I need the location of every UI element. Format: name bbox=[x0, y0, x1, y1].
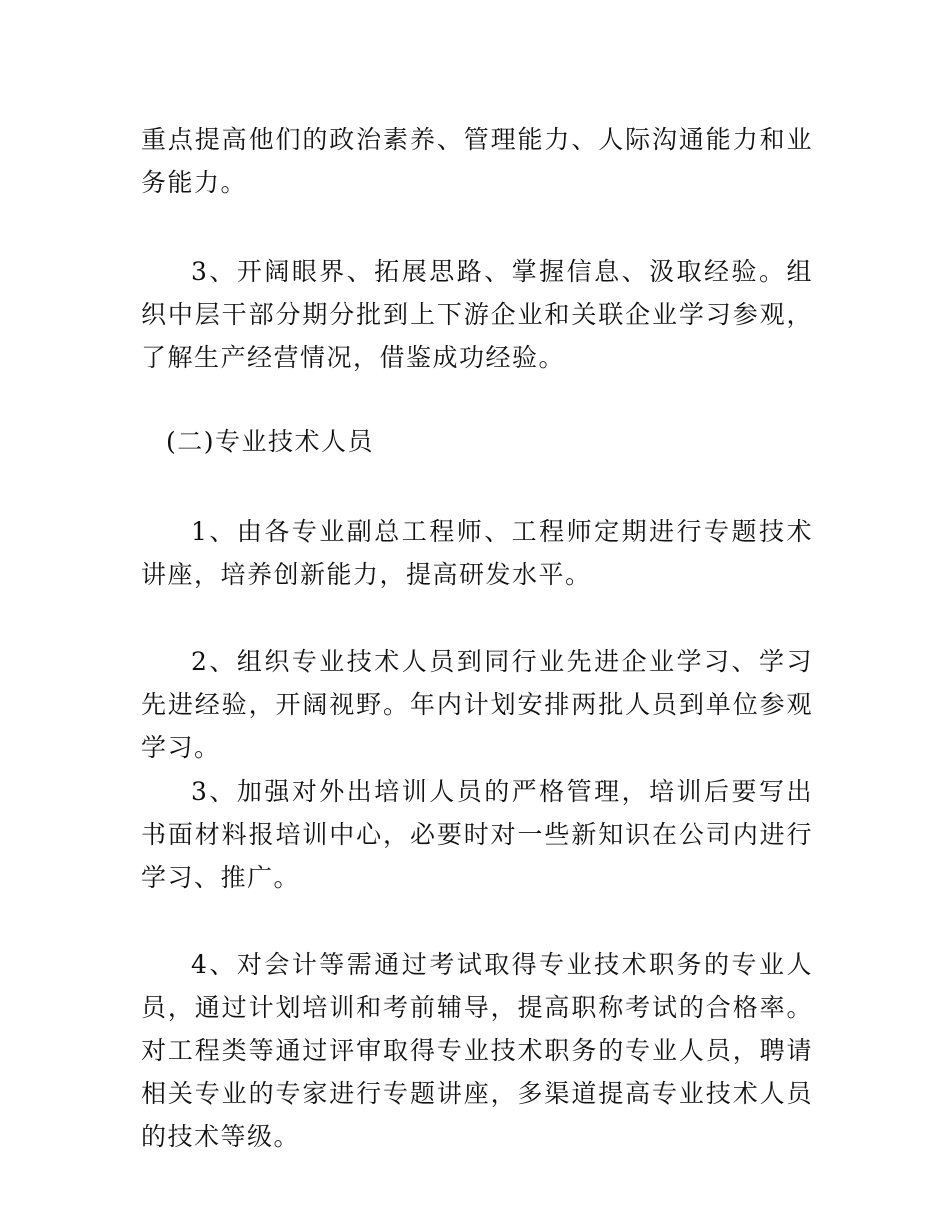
paragraph-item-2-study-visits: 2、组织专业技术人员到同行业先进企业学习、学习先进经验，开阔视野。年内计划安排两批人员到单位参观学习。 bbox=[141, 647, 813, 762]
paragraph-item-3-broaden-horizons: 3、开阔眼界、拓展思路、掌握信息、汲取经验。组织中层干部分期分批到上下游企业和关联企业学习参观，了解生产经营情况，借鉴成功经验。 bbox=[141, 257, 813, 372]
paragraph-item-4-certification: 4、对会计等需通过考试取得专业技术职务的专业人员，通过计划培训和考前辅导，提高职称考试的合格率。对工程类等通过评审取得专业技术职务的专业人员，聘请相关专业的专家进行专题讲座，多渠道提高专业技术人员的技术等级。 bbox=[141, 950, 813, 1151]
paragraph-continuation: 重点提高他们的政治素养、管理能力、人际沟通能力和业务能力。 bbox=[141, 125, 813, 197]
section-heading-technical-staff: (二)专业技术人员 bbox=[166, 427, 375, 456]
paragraph-item-3-training-management: 3、加强对外出培训人员的严格管理，培训后要写出书面材料报培训中心，必要时对一些新知识在公司内进行学习、推广。 bbox=[141, 777, 813, 892]
paragraph-item-1-lectures: 1、由各专业副总工程师、工程师定期进行专题技术讲座，培养创新能力，提高研发水平。 bbox=[141, 517, 813, 589]
